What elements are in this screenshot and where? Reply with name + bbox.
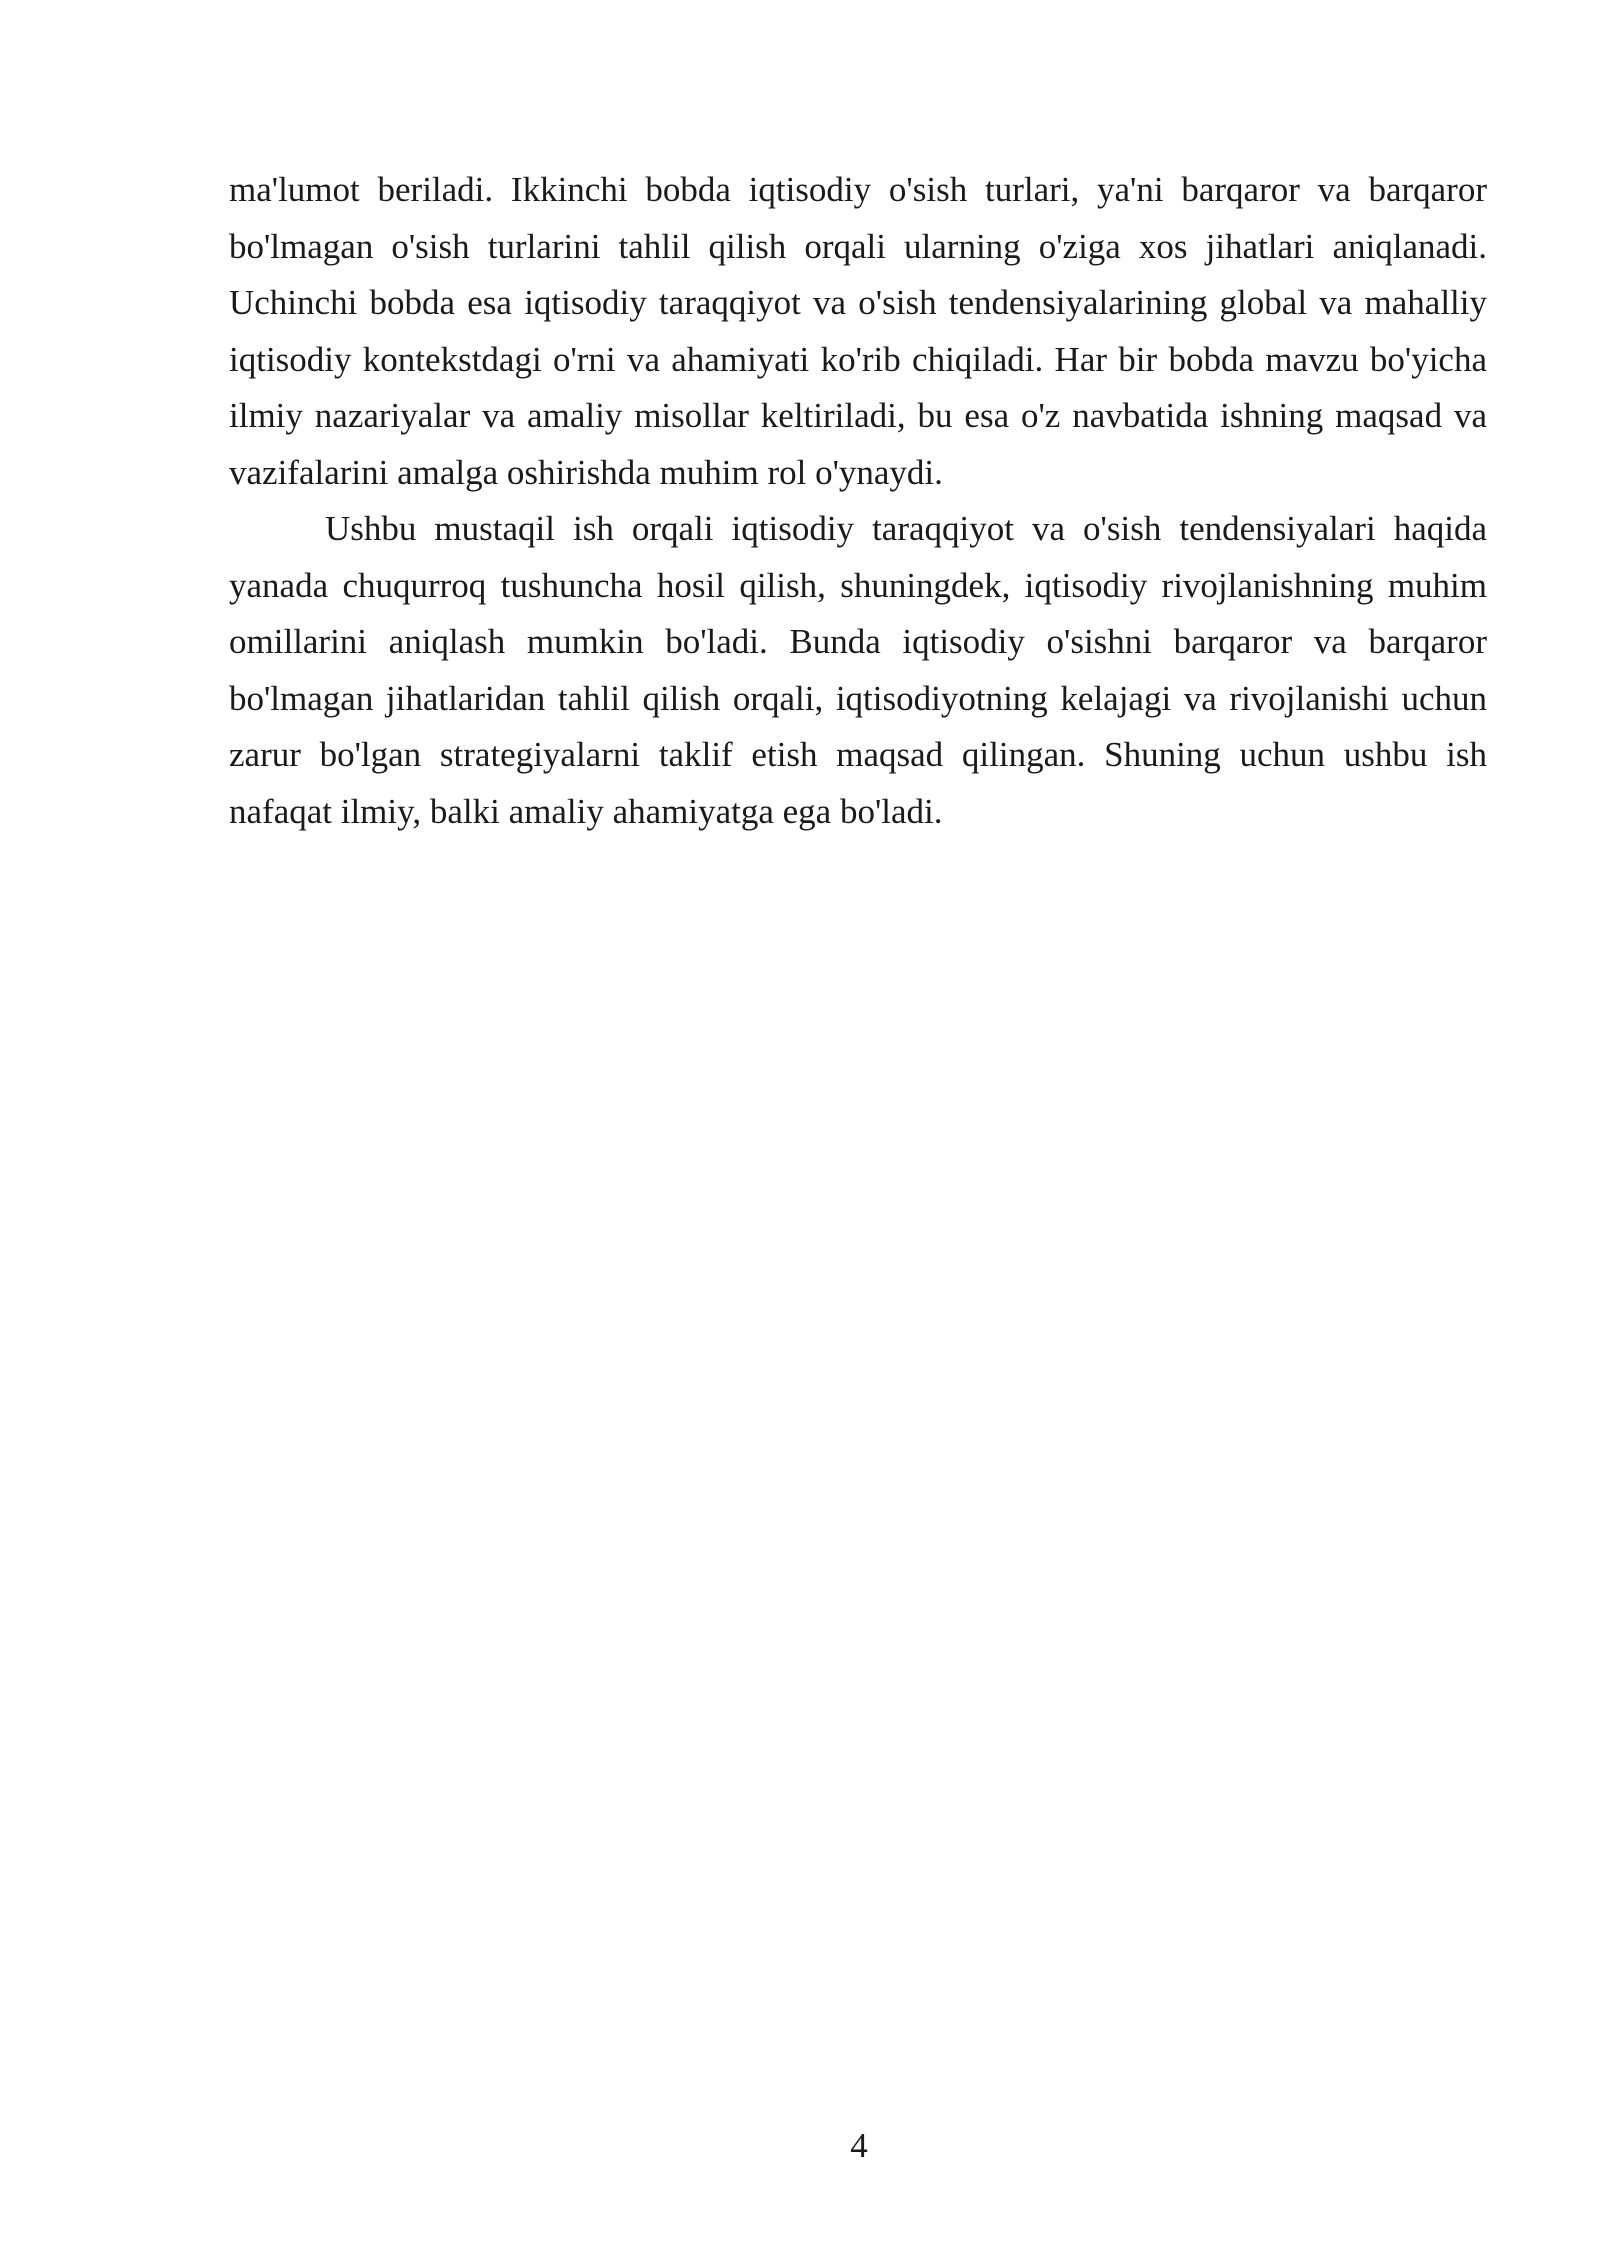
body-text xyxy=(229,162,1487,840)
paragraph-conclusion: Ushbu mustaqil ish orqali iqtisodiy taraqqiyot va o'sish tendensiyalari haqida yanada chuqurroq tushuncha hosil qilish, shuningdek, iqtisodiy rivojlanishning muhim omillarini aniqlash mumkin bo'ladi. Bunda iqtisodiy o'sishni barqaror va barqaror bo'lmagan jihatlaridan tahlil qilish orqali, iqtisodiyotning kelajagi va rivojlanishi uchun zarur bo'lgan strategiyalarni taklif etish maqsad qilingan. Shuning uchun ushbu ish nafaqat ilmiy, balki amaliy ahamiyatga ega bo'ladi. xyxy=(229,509,1487,831)
page-number: 4 xyxy=(850,2126,868,2165)
paragraph-continuation: ma'lumot beriladi. Ikkinchi bobda iqtisodiy o'sish turlari, ya'ni barqaror va barqaror bo'lmagan o'sish turlarini tahlil qilish orqali ularning o'ziga xos jihatlari aniqlanadi. Uchinchi bobda esa iqtisodiy taraqqiyot va o'sish tendensiyalarining global va mahalliy iqtisodiy kontekstdagi o'rni va ahamiyati ko'rib chiqiladi. Har bir bobda mavzu bo'yicha ilmiy nazariyalar va amaliy misollar keltiriladi, bu esa o'z navbatida ishning maqsad va vazifalarini amalga oshirishda muhim rol o'ynaydi. xyxy=(229,170,1487,492)
